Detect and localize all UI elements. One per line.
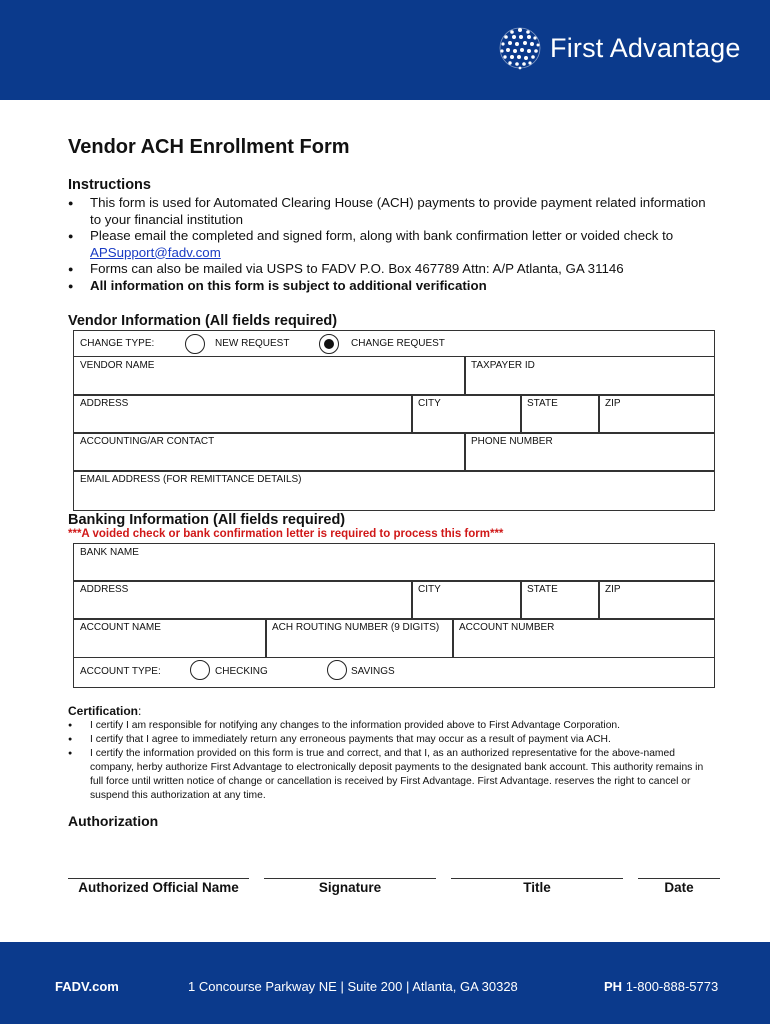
- list-item: [68, 733, 708, 747]
- title-label: Title: [523, 880, 551, 895]
- account-number-field[interactable]: [452, 618, 715, 658]
- bank-zip-field[interactable]: [598, 580, 715, 620]
- voided-check-warning: ***A voided check or bank confirmation letter is required to process this form***: [68, 528, 504, 540]
- phone-number: 1-800-888-5773: [625, 979, 719, 994]
- list-item: [68, 195, 718, 228]
- field-label: ACH ROUTING NUMBER (9 DIGITS): [272, 622, 440, 633]
- field-label: ZIP: [605, 584, 621, 595]
- header-bar: [0, 0, 770, 100]
- footer-website[interactable]: FADV.com: [55, 979, 119, 994]
- field-label: TAXPAYER ID: [471, 360, 535, 371]
- banking-heading: Banking Information (All fields required): [68, 512, 346, 528]
- date-label: Date: [664, 880, 694, 895]
- field-label: ADDRESS: [80, 584, 129, 595]
- instruction-text: This form is used for Automated Clearing House (ACH) payments to provide payment related information to your financial institution: [90, 195, 706, 227]
- footer-address: 1 Concourse Parkway NE | Suite 200 | Atlanta, GA 30328: [188, 979, 518, 994]
- savings-radio[interactable]: [327, 660, 347, 680]
- support-email-link[interactable]: APSupport@fadv.com: [90, 244, 221, 260]
- checking-radio[interactable]: [190, 660, 210, 680]
- vendor-heading: Vendor Information (All fields required): [68, 313, 338, 329]
- field-label: ZIP: [605, 398, 621, 409]
- vendor-zip-field[interactable]: [598, 394, 715, 434]
- signature-line[interactable]: [264, 878, 436, 879]
- new-request-label: NEW REQUEST: [215, 338, 290, 349]
- phone-field[interactable]: [464, 432, 715, 472]
- vendor-address-field[interactable]: [73, 394, 413, 434]
- field-label: STATE: [527, 584, 558, 595]
- field-label: BANK NAME: [80, 547, 139, 558]
- certification-text: I certify that I agree to immediately return any erroneous payments that may occur as a result of payment via ACH.: [90, 734, 611, 745]
- certification-list: [68, 719, 708, 803]
- brand-logo: [498, 26, 741, 70]
- bank-address-field[interactable]: [73, 580, 413, 620]
- change-request-label: CHANGE REQUEST: [351, 338, 445, 349]
- title-line[interactable]: [451, 878, 623, 879]
- certification-heading-text: Certification: [68, 704, 139, 718]
- phone-label: PH: [604, 979, 623, 994]
- signature-label: Signature: [318, 880, 382, 895]
- taxpayer-id-field[interactable]: [464, 356, 715, 396]
- field-label: CITY: [418, 398, 441, 409]
- bank-city-field[interactable]: [411, 580, 522, 620]
- account-name-field[interactable]: [73, 618, 267, 658]
- vendor-state-field[interactable]: [520, 394, 600, 434]
- routing-number-field[interactable]: [265, 618, 454, 658]
- list-item: [68, 261, 718, 278]
- field-label: ADDRESS: [80, 398, 129, 409]
- checking-label: CHECKING: [215, 666, 268, 677]
- brand-name: First Advantage: [550, 32, 741, 63]
- contact-field[interactable]: [73, 432, 466, 472]
- field-label: VENDOR NAME: [80, 360, 155, 371]
- official-name-line[interactable]: [68, 878, 249, 879]
- instruction-text: Please email the completed and signed form, along with bank confirmation letter or voided check to: [90, 228, 674, 243]
- globe-dots-icon: [498, 26, 542, 70]
- instructions-heading: Instructions: [68, 177, 151, 193]
- bank-state-field[interactable]: [520, 580, 600, 620]
- list-item: [68, 719, 708, 733]
- list-item: [68, 747, 708, 803]
- change-request-radio[interactable]: [319, 334, 339, 354]
- savings-label: SAVINGS: [351, 666, 395, 677]
- field-label: EMAIL ADDRESS (FOR REMITTANCE DETAILS): [80, 474, 302, 485]
- list-item: [68, 278, 718, 295]
- official-name-label: Authorized Official Name: [78, 880, 239, 895]
- vendor-name-field[interactable]: [73, 356, 466, 396]
- new-request-radio[interactable]: [185, 334, 205, 354]
- field-label: CITY: [418, 584, 441, 595]
- vendor-city-field[interactable]: [411, 394, 522, 434]
- certification-text: I certify the information provided on this form is true and correct, and that I, as an authorized representative for the above-named company, herby authorize First Advantage to electronically deposit payments to the designated bank account. This authority remains in full force until written notice of change or cancellation is received by First Advantage. First Advantage. reserves the right to cancel or suspend this authorization at any time.: [90, 748, 704, 801]
- authorization-heading: Authorization: [68, 813, 159, 829]
- instruction-text: Forms can also be mailed via USPS to FADV P.O. Box 467789 Attn: A/P Atlanta, GA 31146: [90, 261, 624, 276]
- certification-text: I certify I am responsible for notifying any changes to the information provided above to First Advantage Corporation.: [90, 720, 621, 731]
- instructions-list: [68, 195, 718, 294]
- field-label: PHONE NUMBER: [471, 436, 553, 447]
- list-item: [68, 228, 718, 261]
- field-label: STATE: [527, 398, 558, 409]
- footer-bar: [0, 942, 770, 1024]
- field-label: ACCOUNT NAME: [80, 622, 161, 633]
- email-field[interactable]: [73, 470, 715, 511]
- certification-colon: :: [138, 704, 142, 718]
- form-title: Vendor ACH Enrollment Form: [68, 136, 350, 158]
- change-type-label: CHANGE TYPE:: [80, 338, 155, 349]
- field-label: ACCOUNTING/AR CONTACT: [80, 436, 215, 447]
- instruction-text: All information on this form is subject to additional verification: [90, 277, 487, 293]
- certification-heading: [68, 704, 141, 718]
- field-label: ACCOUNT NUMBER: [459, 622, 555, 633]
- footer-phone: [604, 979, 718, 994]
- bank-name-field[interactable]: [73, 543, 715, 582]
- account-type-label: ACCOUNT TYPE:: [80, 666, 161, 677]
- date-line[interactable]: [638, 878, 720, 879]
